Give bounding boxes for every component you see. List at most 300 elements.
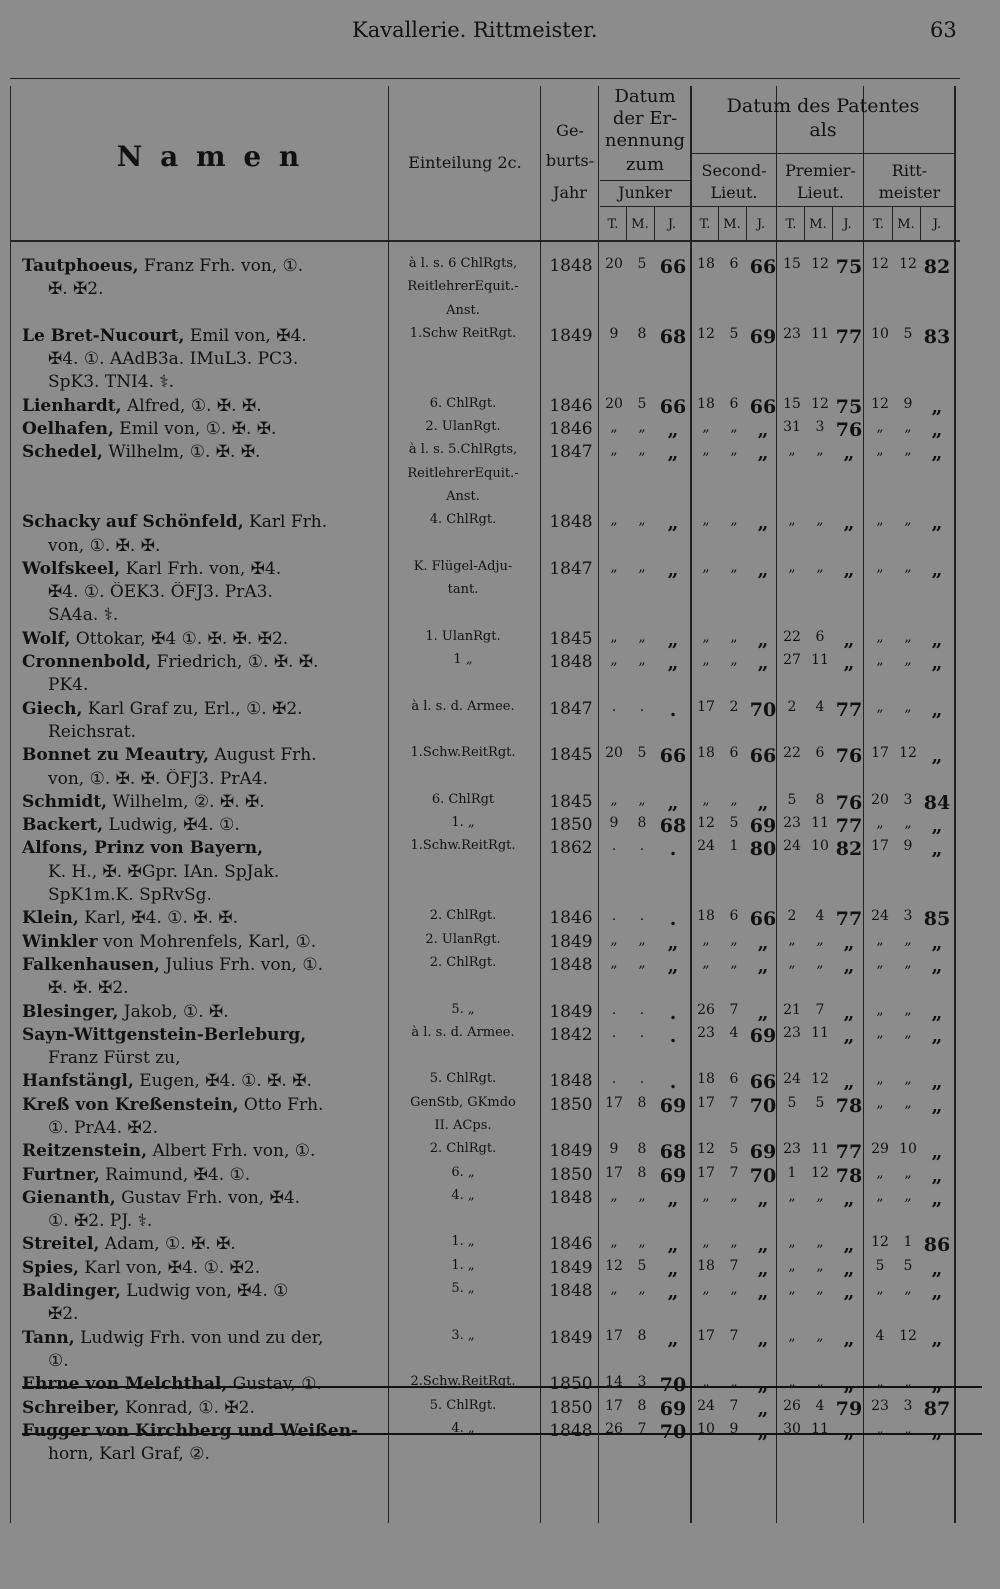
officer-name [22,442,392,462]
date-cell: 12 [899,256,917,272]
date-cell: „ [610,652,618,669]
date-cell: 10 [899,1141,917,1158]
date-cell: „ [931,558,943,581]
date-cell: „ [702,419,710,436]
officer-name [22,838,392,858]
date-cell: 69 [749,1141,777,1164]
name-continuation: Franz Fürst zu, [48,1048,181,1069]
date-cell: 26 [605,1420,623,1437]
header-bottom-rule [10,240,960,242]
officer-name [22,932,392,952]
date-cell: „ [730,1281,738,1298]
officer-name [22,1071,392,1091]
date-cell: „ [730,954,738,971]
birth-year-cell: 1842 [549,1024,593,1045]
date-cell: 6 [815,745,825,762]
table-body [10,256,960,1467]
sub-j: J. [756,217,766,232]
name-continuation: ✠. ✠2. [48,279,104,300]
sub-t: T. [873,217,884,232]
date-cell: 82 [923,256,951,278]
date-cell: 24 [697,838,715,855]
date-cell: 84 [923,791,951,814]
col-header-patent-2: als [809,119,837,141]
officer-details: Emil von, ✠4. [184,325,307,346]
date-cell: 23 [697,1024,715,1041]
assignment-cell: 4. „ [451,1420,475,1436]
table-row [10,1328,960,1351]
date-cell: „ [816,931,824,948]
date-cell: „ [931,652,943,675]
date-cell: 83 [923,325,951,348]
table-row [10,419,960,442]
date-cell: „ [843,1001,855,1024]
name-continuation: ✠. ✠. ✠2. [48,978,129,999]
date-cell: 69 [659,1164,687,1187]
date-cell: „ [876,1420,884,1437]
birth-year-cell: 1846 [549,1234,593,1255]
table-row-continuation [10,1211,960,1234]
date-cell: „ [843,1187,855,1210]
date-cell: „ [904,1001,912,1018]
table-row-continuation [10,1048,960,1071]
date-cell: „ [843,1327,855,1350]
date-cell: „ [702,1187,710,1204]
sub-m: M. [897,217,915,232]
date-cell: 8 [637,325,647,342]
officer-surname: Spies, [22,1257,79,1278]
officer-surname: Reitzenstein, [22,1141,148,1162]
table-row [10,1258,960,1281]
officer-surname: Kreß von Kreßenstein, [22,1094,239,1115]
date-cell: 4 [729,1024,739,1041]
date-cell: „ [843,558,855,581]
sub-j: J. [843,217,852,232]
officer-name [22,1141,392,1161]
page-header [0,18,1000,48]
officer-surname: Oelhafen, [22,419,114,440]
date-cell: „ [757,558,769,581]
date-cell: „ [702,442,710,459]
date-cell: 1 [903,1234,913,1251]
table-row [10,1095,960,1118]
date-cell: 5 [637,1257,647,1274]
date-cell: 8 [637,1327,647,1344]
date-cell: . [639,838,645,855]
date-cell: „ [702,1281,710,1298]
date-cell: „ [816,1327,824,1344]
date-cell: 22 [783,628,801,645]
date-cell: 68 [659,325,687,348]
date-cell: 6 [729,256,739,272]
assignment-cell: 5. „ [451,1281,475,1297]
date-cell: „ [931,1024,943,1047]
officer-surname: Baldinger, [22,1281,121,1302]
date-cell: „ [816,1257,824,1274]
officer-surname: Klein, [22,908,79,929]
table-row [10,792,960,815]
date-cell: 12 [811,1164,829,1181]
date-cell: 12 [811,395,829,412]
name-continuation: ①. [48,1350,69,1371]
date-cell: „ [702,1374,710,1391]
table-row [10,1025,960,1048]
officer-surname: Wolf, [22,628,71,649]
date-cell: „ [931,628,943,651]
date-cell: „ [931,745,943,768]
date-cell: 5 [787,1094,797,1111]
date-cell: „ [788,1257,796,1274]
date-cell: 11 [811,815,829,832]
date-cell: „ [667,419,679,442]
assignment-cell: à l. s. d. Armee. [411,1024,515,1040]
date-cell: „ [904,931,912,948]
officer-name [22,908,392,928]
date-cell: „ [843,628,855,651]
assignment-cell: 5. ChlRgt. [429,1397,497,1413]
date-cell: „ [904,442,912,459]
assignment-cell: 6. ChlRgt [431,791,495,807]
assignment-cell: 5. ChlRgt. [429,1071,497,1087]
assignment-cell: K. Flügel-Adju- [413,558,513,574]
officer-details: Otto Frh. [238,1094,324,1115]
date-cell: „ [931,698,943,721]
date-cell: „ [876,419,884,436]
date-cell: 11 [811,325,829,342]
date-cell: 20 [605,395,623,412]
table-row-continuation [10,536,960,559]
col-header-second-1: Second- [701,161,767,180]
officer-details: Friedrich, ①. ✠. ✠. [151,652,319,673]
table-row [10,559,960,582]
date-cell: „ [843,931,855,954]
date-cell: „ [667,628,679,651]
table-row [10,1281,960,1304]
table-row [10,442,960,465]
date-cell: „ [757,1281,769,1304]
officer-surname: Schedel, [22,442,103,463]
date-cell: 23 [783,1024,801,1041]
date-cell: 12 [871,1234,889,1251]
officer-surname: Le Bret-Nucourt, [22,325,185,346]
date-cell: 6 [729,395,739,412]
officer-surname: Fugger von Kirchberg und Weißen- [22,1420,359,1441]
assignment-cell: 1. „ [451,1234,475,1250]
officer-details: Jakob, ①. ✠. [118,1001,229,1022]
date-cell: „ [730,652,738,669]
col-header-geburts-3: Jahr [553,183,587,202]
date-cell: 23 [783,815,801,832]
officer-details: Emil von, ①. ✠. ✠. [113,419,277,440]
date-cell: „ [843,512,855,535]
name-continuation: horn, Karl Graf, ②. [48,1444,210,1465]
officer-details: Karl Frh. [243,512,328,533]
date-cell: „ [904,698,912,715]
sub-j: J. [667,217,677,232]
header-rule [600,180,690,181]
table-row [10,512,960,535]
assignment-cell: 2. ChlRgt. [429,1141,497,1157]
officer-name [22,955,392,975]
date-cell: „ [730,1374,738,1391]
table-row [10,1071,960,1094]
date-cell: „ [667,1187,679,1210]
date-cell: 5 [729,815,739,832]
officer-name [22,699,392,719]
date-cell: 70 [659,1420,687,1443]
birth-year-cell: 1847 [549,558,593,579]
date-cell: 66 [749,395,777,418]
date-cell: 17 [697,1327,715,1344]
date-cell: „ [667,1257,679,1280]
officer-details: Karl von, ✠4. ①. ✠2. [78,1257,261,1278]
sub-t: T. [785,217,797,232]
officer-name [22,1421,392,1441]
sub-m: M. [809,217,827,232]
date-cell: „ [638,442,646,459]
officer-details: Ottokar, ✠4 ①. ✠. ✠. ✠2. [70,628,289,649]
date-cell: „ [788,1187,796,1204]
date-cell: 87 [923,1397,951,1420]
date-cell: „ [816,1374,824,1391]
date-cell: „ [843,1420,855,1443]
date-cell: 22 [783,745,801,762]
date-cell: 82 [835,838,863,861]
assignment-cell: tant. [447,582,479,598]
date-cell: 17 [697,698,715,715]
col-header-patent-1: Datum des Patentes [726,95,920,117]
date-cell: . [611,1024,617,1041]
date-cell: „ [730,558,738,575]
date-cell: 7 [729,1001,739,1018]
assignment-cell: ReitlehrerEquit.- [407,279,519,295]
table-row-continuation [10,489,960,512]
date-cell: „ [816,512,824,529]
date-cell: „ [931,1327,943,1350]
col-header-ernennung-1: Datum [614,86,676,107]
date-cell: „ [876,1374,884,1391]
date-cell: 66 [749,256,777,278]
date-cell: 3 [815,419,825,436]
date-cell: 12 [697,815,715,832]
date-cell: „ [876,1187,884,1204]
date-cell: „ [610,1281,618,1298]
assignment-cell: 1. UlanRgt. [425,628,501,644]
date-cell: 3 [637,1374,647,1391]
date-cell: „ [876,1024,884,1041]
table-row [10,256,960,279]
name-continuation: ①. PrA4. ✠2. [48,1117,158,1138]
date-cell: „ [843,954,855,977]
officer-surname: Sayn-Wittgenstein-Berleburg, [22,1024,307,1045]
table-row-continuation [10,769,960,792]
assignment-cell: 4. ChlRgt. [429,512,497,528]
date-cell: 69 [749,1024,777,1047]
date-cell: „ [843,1071,855,1094]
date-cell: „ [876,1001,884,1018]
date-cell: 66 [749,745,777,768]
table-row-continuation [10,372,960,395]
date-cell: „ [931,954,943,977]
date-cell: 7 [729,1094,739,1111]
date-cell: 5 [787,791,797,808]
table-row [10,1398,960,1421]
assignment-cell: 2. UlanRgt. [425,419,501,435]
roster-table [10,78,960,1523]
birth-year-cell: 1848 [549,256,593,276]
table-row [10,629,960,652]
date-cell: „ [702,1234,710,1251]
date-cell: „ [904,628,912,645]
date-cell: 12 [811,1071,829,1088]
date-cell: „ [843,652,855,675]
date-cell: „ [757,1397,769,1420]
date-cell: 8 [637,815,647,832]
officer-name [22,326,392,346]
officer-name [22,559,392,579]
name-continuation: von, ①. ✠. ✠. [48,535,161,556]
date-cell: „ [667,1281,679,1304]
table-top-rule [10,78,960,79]
date-cell: 23 [783,325,801,342]
date-cell: 7 [729,1257,739,1274]
date-cell: „ [757,652,769,675]
date-cell: „ [667,931,679,954]
table-row [10,652,960,675]
assignment-cell: 1 „ [453,652,473,668]
officer-name [22,1234,392,1254]
officer-details: von Mohrenfels, Karl, ①. [97,931,317,952]
date-cell: „ [931,815,943,838]
date-cell: „ [876,698,884,715]
date-cell: „ [904,1164,912,1181]
date-cell: „ [702,791,710,808]
officer-details: Karl, ✠4. ①. ✠. ✠. [78,908,239,929]
col-header-ernennung-3: nennung [604,130,686,151]
date-cell: „ [931,395,943,418]
table-row [10,1374,960,1397]
col-header-ernennung-2: der Er- [612,108,678,129]
col-header-second-2: Lieut. [710,183,758,202]
officer-name [22,256,392,276]
assignment-cell: 2. UlanRgt. [425,931,501,947]
date-cell: „ [638,512,646,529]
date-cell: 9 [729,1420,739,1437]
date-cell: „ [931,1094,943,1117]
date-cell: „ [667,652,679,675]
date-cell: 2 [729,698,739,715]
officer-surname: Cronnenbold, [22,652,152,673]
date-cell: „ [667,1234,679,1257]
date-cell: 78 [835,1094,863,1117]
date-cell: „ [638,628,646,645]
date-cell: 5 [637,256,647,272]
date-cell: „ [931,419,943,442]
date-cell: „ [730,512,738,529]
date-cell: „ [931,1187,943,1210]
date-cell: 11 [811,1420,829,1437]
officer-details: Wilhelm, ②. ✠. ✠. [107,791,265,812]
date-cell: 17 [871,838,889,855]
date-cell: „ [876,652,884,669]
date-cell: 78 [835,1164,863,1187]
officer-surname: Schmidt, [22,791,108,812]
date-cell: . [669,1024,677,1047]
date-cell: „ [876,954,884,971]
date-cell: 18 [697,1257,715,1274]
birth-year-cell: 1848 [549,1071,593,1092]
officer-surname: Alfons, Prinz von Bayern, [22,838,264,859]
date-cell: . [611,1071,617,1088]
date-cell: 7 [729,1327,739,1344]
assignment-cell: 4. „ [451,1187,475,1203]
date-cell: „ [610,419,618,436]
date-cell: 66 [659,256,687,278]
date-cell: 9 [903,395,913,412]
date-cell: 12 [899,1327,917,1344]
date-cell: 24 [783,1071,801,1088]
date-cell: „ [816,558,824,575]
date-cell: 80 [749,838,777,861]
assignment-cell: 5. „ [451,1001,475,1017]
date-cell: „ [788,1374,796,1391]
sub-t: T. [699,217,711,232]
assignment-cell: 2.Schw.ReitRgt. [410,1374,516,1390]
birth-year-cell: 1849 [549,931,593,952]
date-cell: „ [757,954,769,977]
date-cell: „ [702,628,710,645]
date-cell: „ [904,1420,912,1437]
birth-year-cell: 1846 [549,908,593,929]
date-cell: „ [931,512,943,535]
date-cell: 75 [835,395,863,418]
table-row [10,1002,960,1025]
date-cell: 15 [783,395,801,412]
date-cell: 5 [729,325,739,342]
date-cell: „ [730,419,738,436]
table-row-continuation [10,605,960,628]
col-header-ritt-2: meister [878,183,941,202]
officer-details: Ludwig von, ✠4. ① [120,1281,289,1302]
date-cell: 11 [811,652,829,669]
date-cell: „ [876,1164,884,1181]
date-cell: „ [757,419,769,442]
date-cell: 18 [697,395,715,412]
birth-year-cell: 1848 [549,1187,593,1208]
date-cell: „ [816,1281,824,1298]
date-cell: „ [843,1234,855,1257]
date-cell: 70 [749,1094,777,1117]
date-cell: 17 [605,1327,623,1344]
officer-surname: Winkler [22,931,98,952]
date-cell: 12 [605,1257,623,1274]
date-cell: 18 [697,256,715,272]
sub-m: M. [723,217,741,232]
birth-year-cell: 1848 [549,1281,593,1302]
date-cell: „ [788,954,796,971]
officer-surname: Streitel, [22,1234,100,1255]
date-cell: 24 [697,1397,715,1414]
officer-name [22,1188,392,1208]
officer-details: Adam, ①. ✠. ✠. [99,1234,236,1255]
table-row [10,326,960,349]
table-row [10,838,960,861]
date-cell: 70 [749,1164,777,1187]
date-cell: „ [788,558,796,575]
date-cell: „ [904,1187,912,1204]
date-cell: 77 [835,908,863,931]
officer-surname: Furtner, [22,1164,100,1185]
